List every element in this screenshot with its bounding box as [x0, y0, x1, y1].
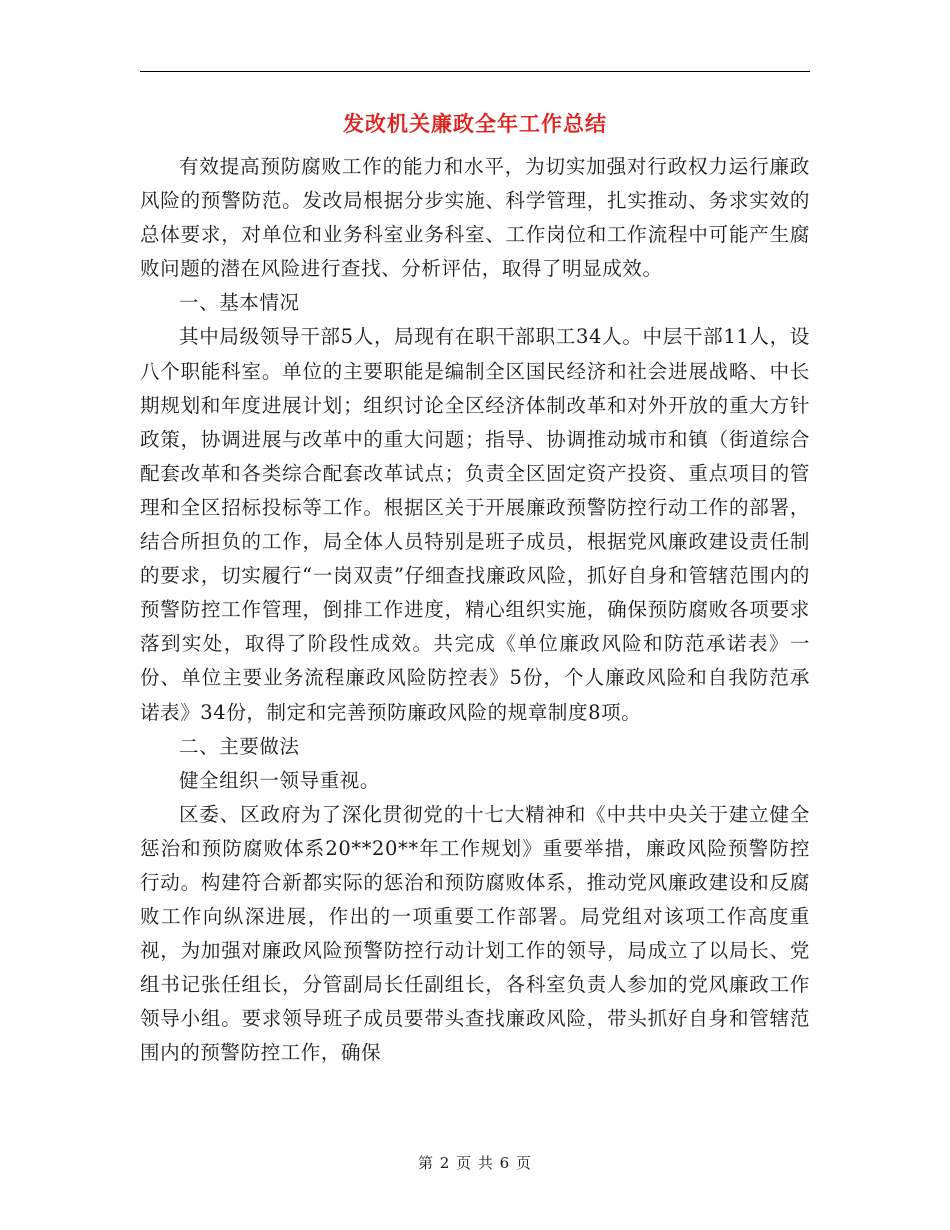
section-heading-methods: 二、主要做法: [179, 734, 300, 758]
paragraph-intro: 有效提高预防腐败工作的能力和水平，为切实加强对行政权力运行廉政风险的预警防范。发改局根据分步实施、科学管理，扎实推动、务求实效的总体要求，对单位和业务科室业务科室、工作岗位和工作流程中可能产生腐败问题的潜在风险进行查找、分析评估，取得了明显成效。: [140, 155, 810, 281]
paragraph-basic-situation: 其中局级领导干部5人，局现有在职干部职工34人。中层干部11人，设八个职能科室。单位的主要职能是编制全区国民经济和社会进展战略、中长期规划和年度进展计划；组织讨论全区经济体制改革和对外开放的重大方针政策，协调进展与改革中的重大问题；指导、协调推动城市和镇（街道综合配套改革和各类综合配套改革试点；负责全区固定资产投资、重点项目的管理和全区招标投标等工作。根据区关于开展廉政预警防控行动工作的部署，结合所担负的工作，局全体人员特别是班子成员，根据党风廉政建设责任制的要求，切实履行“一岗双责”仔细查找廉政风险，抓好自身和管辖范围内的预警防控工作管理，倒排工作进度，精心组织实施，确保预防腐败各项要求落到实处，取得了阶段性成效。共完成《单位廉政风险和防范承诺表》一份、单位主要业务流程廉政风险防控表》5份，个人廉政风险和自我防范承诺表》34份，制定和完善预防廉政风险的规章制度8项。: [140, 325, 810, 724]
header-rule: [140, 71, 810, 72]
document-body: [140, 150, 810, 1071]
page-footer: 第 2 页 共 6 页: [418, 1154, 532, 1172]
subheading-organization: 健全组织一领导重视。: [179, 768, 381, 792]
section-heading-basic: 一、基本情况: [179, 291, 300, 315]
paragraph-organization: 区委、区政府为了深化贯彻党的十七大精神和《中共中央关于建立健全惩治和预防腐败体系20**20**年工作规划》重要举措，廉政风险预警防控行动。构建符合新都实际的惩治和预防腐败体系，推动党风廉政建设和反腐败工作向纵深进展，作出的一项重要工作部署。局党组对该项工作高度重视，为加强对廉政风险预警防控行动计划工作的领导，局成立了以局长、党组书记张任组长，分管副局长任副组长，各科室负责人参加的党风廉政工作领导小组。要求领导班子成员要带头查找廉政风险，带头抓好自身和管辖范围内的预警防控工作，确保: [140, 802, 810, 1065]
document-title: 发改机关廉政全年工作总结: [343, 111, 607, 136]
